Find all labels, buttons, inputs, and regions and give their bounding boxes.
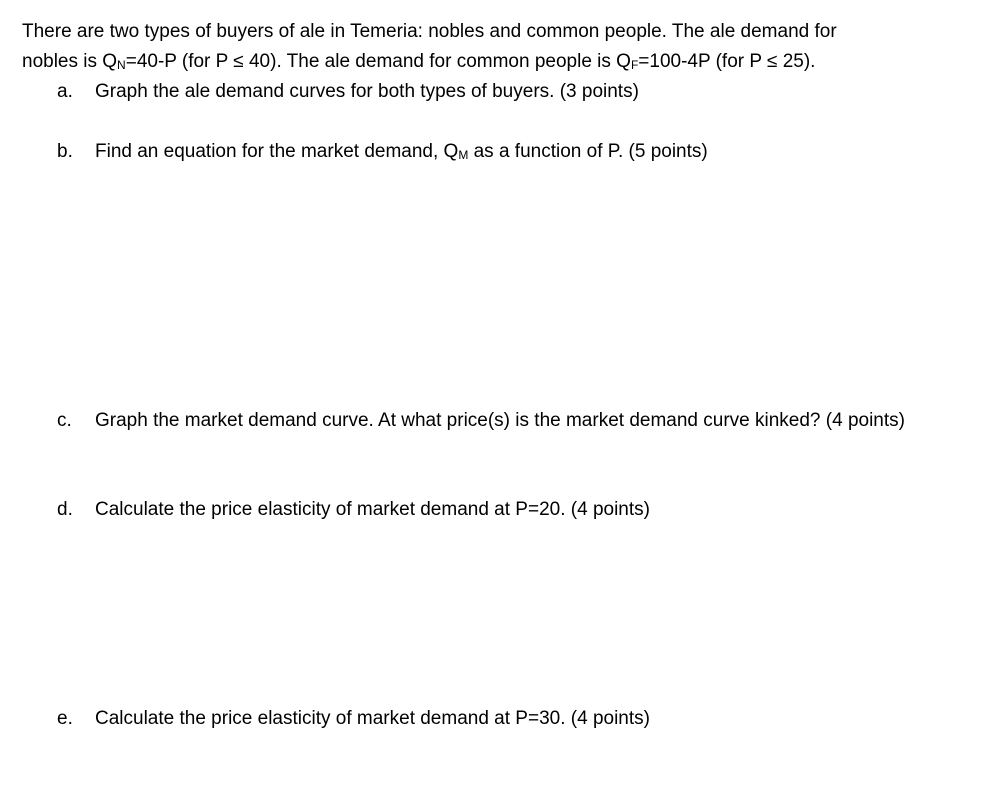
question-d-text: Calculate the price elasticity of market demand at P=20. (4 points) — [95, 499, 650, 520]
problem-intro — [22, 17, 962, 77]
question-a-text: Graph the ale demand curves for both types of buyers. (3 points) — [95, 81, 639, 102]
intro-text-part-1: nobles is Q — [22, 51, 118, 72]
intro-text-part-2: =40-P (for P ≤ 40). The ale demand for common people is Q — [125, 51, 631, 72]
subscript-m: M — [458, 148, 469, 162]
intro-line-1: There are two types of buyers of ale in Temeria: nobles and common people. The ale demand for — [22, 21, 837, 42]
question-a-marker: a. — [57, 81, 73, 102]
question-e-text: Calculate the price elasticity of market demand at P=30. (4 points) — [95, 708, 650, 729]
subscript-n: N — [117, 58, 126, 72]
question-d-marker: d. — [57, 499, 73, 520]
question-b-text-part-1: Find an equation for the market demand, Q — [95, 141, 459, 162]
question-c-text: Graph the market demand curve. At what price(s) is the market demand curve kinked? (4 points) — [95, 410, 905, 431]
intro-line-2 — [22, 47, 962, 77]
intro-text-part-3: =100-4P (for P ≤ 25). — [638, 51, 816, 72]
question-b-text-part-2: as a function of P. (5 points) — [468, 141, 708, 162]
question-b-marker: b. — [57, 141, 73, 162]
question-b-text — [95, 137, 935, 167]
question-c-marker: c. — [57, 410, 72, 431]
subscript-f: F — [630, 58, 639, 72]
question-e-marker: e. — [57, 708, 73, 729]
